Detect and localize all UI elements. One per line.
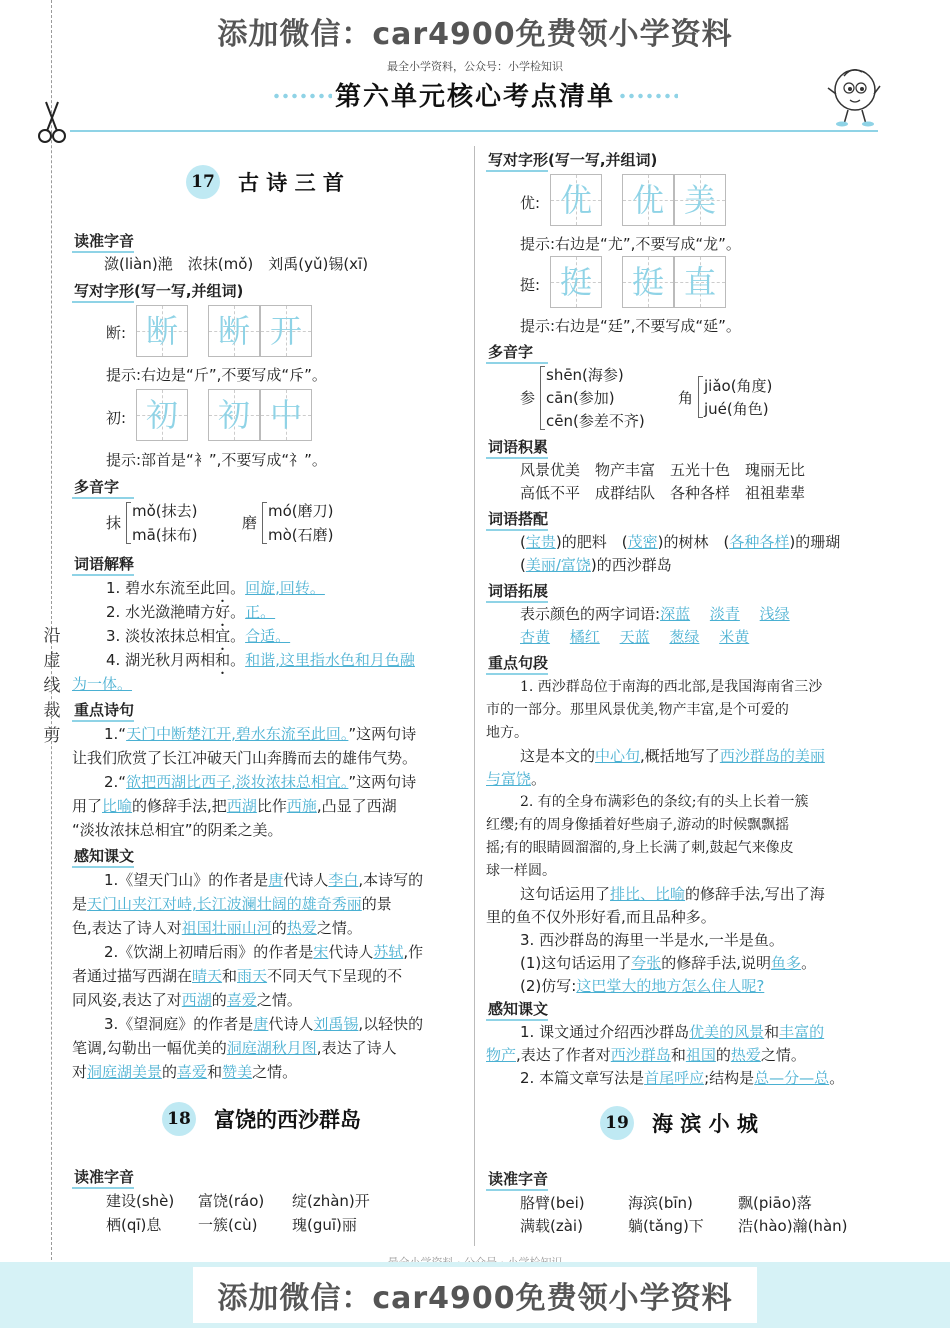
perceive-text: 对 [72,1063,88,1081]
explain-question: 4. 湖光秋月两相 [106,651,216,669]
mascot-icon [822,60,884,128]
explain-dotted-char: 回 [215,579,231,597]
perceive-text: 的景 [361,895,392,913]
key-para-line: 摇;有的眼睛圆溜溜的,身上长满了刺,鼓起气来像皮 [486,840,794,856]
key-answer: 西施 [286,797,317,815]
key-para-line: 2. 有的全身布满彩色的条纹;有的头上长着一簇 [520,794,809,810]
perceive-answer: 苏轼 [373,943,404,961]
brace [126,502,131,544]
key-answer: 排比、比喻 [610,885,686,903]
key-analysis: 里的鱼不仅外形好看,而且品种多。 [486,908,716,926]
key-para-line: 1. 西沙群岛位于南海的西北部,是我国海南省三沙 [520,679,823,695]
pron-word: 躺(tǎng)下 [628,1217,704,1235]
key-para-line: 地方。 [486,725,528,741]
pron-word: 建设(shè) [106,1192,175,1210]
char-box [208,305,260,357]
cut-instruction: 沿虚线裁剪 [43,626,61,746]
write-hint: 提示:右边是“尤”,不要写成“龙”。 [520,235,741,253]
perceive-line [72,1061,297,1082]
key-analysis [520,975,764,996]
perceive-answer: 喜爱 [177,1063,208,1081]
section-writing: 写对字形(写一写,并组词) [488,151,658,169]
key-text: 的修辞手法,写出了海 [685,885,825,903]
key-text: ,概括地写了 [640,747,720,765]
perceive-text: 代诗人 [283,871,329,889]
perceive-text: ,本诗写的 [358,871,424,889]
perceive-text: 之情。 [760,1046,806,1064]
write-hint: 提示:右边是“廷”,不要写成“延”。 [520,317,741,335]
brace [698,376,703,418]
char-box [550,256,602,308]
perceive-answer: 首尾呼应 [644,1069,705,1087]
lesson-19-title [600,1106,758,1140]
perceive-line [72,989,302,1010]
perceive-text: 不同天气下呈现的不 [267,967,403,985]
key-text: 。 [801,954,817,972]
char-box [208,389,260,441]
char-box [136,389,188,441]
expand-line [520,603,790,624]
explain-question: 1. 碧水东流至此 [106,579,216,597]
polyphone-reading: jiǎo(角度) [704,377,773,395]
key-analysis [520,952,816,973]
polyphone-char: 磨 [242,514,258,532]
match-line [520,554,672,575]
match-text: )的肥料 ( [555,533,628,551]
perceive-text: ;结构是 [704,1069,755,1087]
explain-answer-cont [72,673,132,694]
accumulate-line: 风景优美 物产丰富 五光十色 瑰丽无比 [520,461,806,479]
expand-word: 杏黄 [520,628,551,646]
match-answer: 美丽/富饶 [525,556,591,574]
top-banner-text: 添加微信：car4900免费领小学资料 [217,17,733,52]
char-box-text: 挺 [559,263,592,301]
key-answer: 鱼多 [771,954,802,972]
pron-word: 瑰(guī)丽 [292,1216,357,1234]
expand-line [520,626,749,647]
perceive-text: ,作 [403,943,424,961]
perceive-text: 和 [207,1063,223,1081]
perceive-answer: 雨天 [237,967,268,985]
perceive-answer: 西湖 [181,991,212,1009]
perceive-line [104,941,423,962]
perceive-text: 1. 课文通过介绍西沙群岛 [520,1023,690,1041]
perceive-line [72,1037,397,1058]
section-key-lines: 重点诗句 [74,701,135,719]
perceive-text: 笔调,勾勒出一幅优美的 [72,1039,227,1057]
perceive-answer: 洞庭湖秋月图 [226,1039,317,1057]
key-answer: 西沙群岛的美丽 [719,747,825,765]
lesson-title-text: 海 滨 小 城 [652,1111,758,1136]
key-text: 这句话运用了 [520,885,611,903]
key-text: 的修辞手法,把 [132,797,227,815]
key-answer: 天门中断楚江开,碧水东流至此回。 [126,725,349,743]
perceive-line [486,1044,806,1065]
perceive-text: 3.《望洞庭》的作者是 [104,1015,254,1033]
key-answer: 夸张 [631,954,662,972]
perceive-answer: 总—分—总 [754,1069,830,1087]
polyphone-reading: jué(角色) [704,400,769,418]
char-box [260,389,312,441]
char-box-text: 断 [145,312,178,350]
key-text: 2.“ [104,773,127,791]
match-text: )的西沙群岛 [590,556,672,574]
write-label: 挺: [520,276,541,294]
perceive-answer: 丰富的 [779,1023,825,1041]
section-match: 词语搭配 [488,510,549,528]
expand-word: 葱绿 [669,628,700,646]
key-text: (2)仿写: [520,977,577,995]
perceive-text: 的 [271,919,287,937]
perceive-text: 代诗人 [268,1015,314,1033]
lesson-title-text: 古 诗 三 首 [238,170,344,195]
polyphone-reading: mó(磨刀) [268,502,334,520]
unit-title: 第六单元核心考点清单 [334,82,615,112]
key-para-line: 球一样圆。 [486,863,556,879]
lesson-17-title [186,165,344,199]
expand-word: 天蓝 [619,628,650,646]
explain-item: 2. 水光潋滟晴方好。正。 [106,603,276,621]
char-box-text: 优 [631,181,664,219]
expand-lead: 表示颜色的两字词语: [520,605,661,623]
explain-item: 3. 淡妆浓抹总相宜。合适。 [106,627,291,645]
key-text: ”这两句诗 [348,773,417,791]
key-text: (1)这句话运用了 [520,954,632,972]
key-line [104,771,416,792]
match-text: ( [520,533,526,551]
key-analysis [520,745,825,766]
key-line: “淡妆浓抹总相宜”的阴柔之美。 [72,821,283,839]
lesson-number-badge: 19 [600,1106,634,1140]
section-pronunciation: 读准字音 [74,1168,135,1186]
key-para-line: 市的一部分。那里风景优美,物产丰富,是个可爱的 [486,702,789,718]
perceive-text: ,以轻快的 [358,1015,424,1033]
perceive-answer: 洞庭湖美景 [87,1063,163,1081]
perceive-line [520,1067,844,1088]
key-answer: 这巴掌大的地方怎么住人呢? [576,977,765,995]
char-box [622,256,674,308]
char-box-text: 挺 [631,263,664,301]
section-pronunciation: 读准字音 [74,232,135,250]
write-hint: 提示:部首是“衤”,不要写成“礻”。 [106,451,327,469]
section-explain: 词语解释 [74,555,135,573]
perceive-line [72,965,402,986]
key-text: 用了 [72,797,103,815]
char-box-text: 初 [145,396,178,434]
match-answer: 宝贵 [525,533,556,551]
char-box-text: 初 [217,396,250,434]
key-answer: 西湖 [226,797,257,815]
key-answer: 欲把西湖比西子,淡妆浓抹总相宜。 [126,773,349,791]
polyphone-reading: mǒ(抹去) [132,502,198,520]
match-text: ( [520,556,526,574]
write-label: 初: [106,409,127,427]
char-box [674,256,726,308]
perceive-answer: 唐 [268,871,284,889]
perceive-text: ,表达了诗人 [316,1039,397,1057]
brace [262,502,267,544]
char-box [550,174,602,226]
pron-word: 海滨(bīn) [628,1194,693,1212]
write-label: 断: [106,324,127,342]
key-line: 让我们欣赏了长江冲破天门山奔腾而去的雄伟气势。 [72,749,418,767]
perceive-answer: 热爱 [286,919,317,937]
perceive-answer: 物产 [486,1046,517,1064]
perceive-text: 是 [72,895,88,913]
char-box-text: 美 [683,181,716,219]
perceive-text: 之情。 [256,991,302,1009]
bottom-banner [0,1262,950,1328]
key-analysis [520,883,825,904]
perceive-text: 和 [222,967,238,985]
perceive-text: 。 [829,1069,845,1087]
polyphone-reading: mò(石磨) [268,526,334,544]
key-para-line: 红缨;有的周身像插着好些扇子,游动的时候飘飘摇 [486,817,790,833]
match-text: )的树林 ( [657,533,730,551]
pron-word: 飘(piāo)落 [738,1194,812,1212]
accumulate-line: 高低不平 成群结队 各种各样 祖祖辈辈 [520,484,806,502]
write-label: 优: [520,194,541,212]
lesson-number-badge: 17 [186,165,220,199]
key-line [104,723,416,744]
perceive-text: 的 [715,1046,731,1064]
char-box [674,174,726,226]
perceive-text: 者通过描写西湖在 [72,967,193,985]
char-box-text: 直 [683,263,716,301]
perceive-line [72,893,392,914]
key-text: ”这两句诗 [348,725,417,743]
key-text: 。 [531,770,547,788]
perceive-answer: 赞美 [222,1063,253,1081]
perceive-line [104,1013,423,1034]
perceive-answer: 晴天 [192,967,223,985]
key-answer: 比喻 [102,797,133,815]
key-answer: 与富饶 [486,770,532,788]
match-answer: 各种各样 [729,533,790,551]
polyphone-reading: shēn(海参) [546,366,624,384]
perceive-text: 的 [211,991,227,1009]
polyphone-reading: cān(参加) [546,389,615,407]
char-box [260,305,312,357]
expand-word: 淡青 [709,605,740,623]
lesson-number-badge: 18 [162,1102,196,1136]
key-analysis [486,768,546,789]
lesson-title-text: 富饶的西沙群岛 [214,1107,361,1132]
explain-answer: 合适。 [245,627,291,645]
perceive-text: 色,表达了诗人对 [72,919,182,937]
key-text: 1.“ [104,725,127,743]
perceive-text: 和 [764,1023,780,1041]
write-hint: 提示:右边是“斤”,不要写成“斥”。 [106,366,327,384]
perceive-answer: 热爱 [730,1046,761,1064]
perceive-text: 同风姿,表达了对 [72,991,182,1009]
char-box-text: 优 [559,181,592,219]
perceive-text: 1.《望天门山》的作者是 [104,871,269,889]
pron-word: 一簇(cù) [198,1216,258,1234]
perceive-answer: 李白 [328,871,359,889]
section-perceive: 感知课文 [74,847,135,865]
perceive-text: 之情。 [316,919,362,937]
perceive-answer: 祖国壮丽山河 [181,919,272,937]
char-box-text: 断 [217,312,250,350]
top-banner [0,0,950,62]
pron-word: 浩(hào)瀚(hàn) [738,1217,848,1235]
subline: 最全小学资料，公众号：小学检知识 [387,60,563,73]
perceive-text: 和 [670,1046,686,1064]
key-text: 比作 [256,797,287,815]
explain-answer: 正。 [245,603,276,621]
expand-word: 橘红 [569,628,600,646]
section-polyphone: 多音字 [488,343,534,361]
lesson-18-title [162,1102,361,1136]
char-box [136,305,188,357]
polyphone-char: 角 [678,389,694,407]
pron-word: 满载(zài) [520,1217,583,1235]
explain-item: 4. 湖光秋月两相和。和谐,这里指水色和月色融 [106,651,415,669]
char-box-text: 开 [269,312,302,350]
brace [540,366,545,430]
polyphone-reading: mā(抹布) [132,526,198,544]
perceive-text: ,表达了作者对 [516,1046,611,1064]
explain-question: 3. 淡妆浓抹总相 [106,627,216,645]
pron-word: 绽(zhàn)开 [292,1192,370,1210]
perceive-line [104,869,423,890]
perceive-answer: 刘禹锡 [313,1015,359,1033]
match-text: )的珊瑚 [789,533,841,551]
polyphone-char: 参 [520,389,536,407]
perceive-answer: 天门山夹江对峙,长江波澜壮阔的雄奇秀丽 [87,895,362,913]
explain-dotted-char: 和 [215,651,231,669]
polyphone-char: 抹 [106,514,122,532]
perceive-answer: 唐 [253,1015,269,1033]
explain-item: 1. 碧水东流至此回。回旋,回转。 [106,579,325,597]
section-expand: 词语拓展 [488,582,549,600]
perceive-text: 之情。 [252,1063,298,1081]
expand-word: 深蓝 [660,605,691,623]
perceive-answer: 优美的风景 [689,1023,765,1041]
perceive-answer: 宋 [313,943,329,961]
perceive-line [520,1021,824,1042]
perceive-text: 2. 本篇文章写法是 [520,1069,645,1087]
bottom-banner-text: 添加微信：car4900免费领小学资料 [193,1267,756,1323]
perceive-answer: 祖国 [685,1046,716,1064]
key-line [72,795,397,816]
key-text: 的修辞手法,说明 [661,954,772,972]
explain-answer: 回旋,回转。 [245,579,325,597]
key-text: 这是本文的 [520,747,596,765]
section-accumulate: 词语积累 [488,438,549,456]
explain-dotted-char: 好 [215,603,231,621]
pron-word: 富饶(ráo) [198,1192,265,1210]
perceive-line [72,917,362,938]
explain-answer: 为一体。 [72,675,133,693]
section-writing: 写对字形(写一写,并组词) [74,282,244,300]
column-divider [474,146,475,1246]
char-box [622,174,674,226]
perceive-text: 的 [162,1063,178,1081]
section-perceive: 感知课文 [488,1000,549,1018]
perceive-answer: 喜爱 [226,991,257,1009]
match-answer: 茂密 [627,533,658,551]
key-answer: 中心句 [595,747,641,765]
section-key-paragraphs: 重点句段 [488,654,549,672]
explain-dotted-char: 宜 [215,627,231,645]
expand-word: 米黄 [719,628,750,646]
explain-question: 2. 水光潋滟晴方 [106,603,216,621]
expand-word: 浅绿 [759,605,790,623]
section-pronunciation: 读准字音 [488,1170,549,1188]
char-box-text: 中 [269,396,302,434]
section-polyphone: 多音字 [74,478,120,496]
match-line [520,531,840,552]
perceive-text: 2.《饮湖上初晴后雨》的作者是 [104,943,314,961]
pronunciation-line: 潋(liàn)滟 浓抹(mǒ) 刘禹(yǔ)锡(xī) [104,255,369,273]
key-text: ,凸显了西湖 [316,797,397,815]
polyphone-reading: cēn(参差不齐) [546,412,645,430]
pron-word: 栖(qī)息 [106,1216,162,1234]
pron-word: 胳臂(bei) [520,1194,585,1212]
perceive-answer: 西沙群岛 [610,1046,671,1064]
header-rule [70,130,878,132]
explain-answer: 和谐,这里指水色和月色融 [245,651,415,669]
key-para-line: 3. 西沙群岛的海里一半是水,一半是鱼。 [520,931,784,949]
perceive-text: 代诗人 [328,943,374,961]
